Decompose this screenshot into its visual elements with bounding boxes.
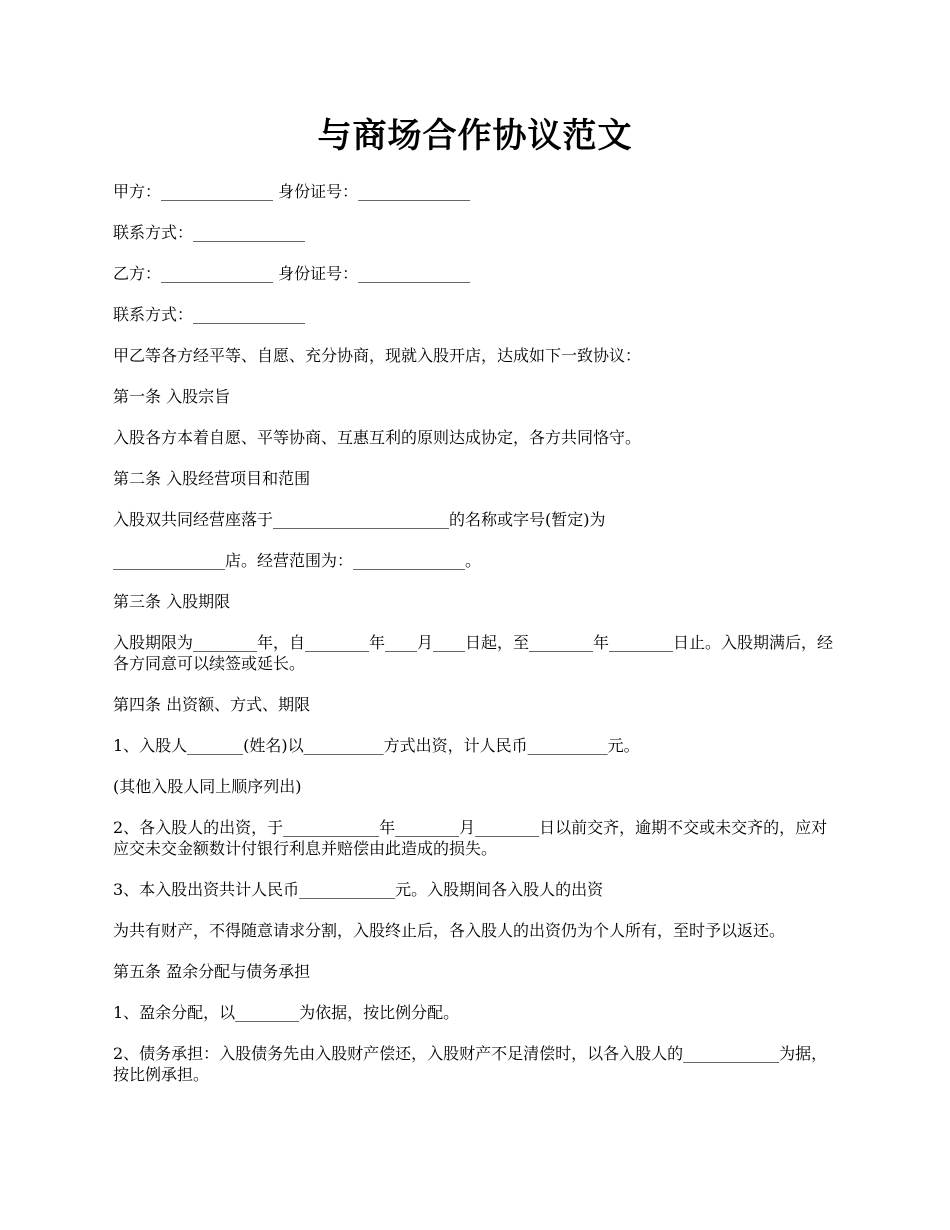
document-title: 与商场合作协议范文 (317, 116, 633, 156)
document-body (113, 181, 839, 1105)
article-4-heading: 第四条 出资额、方式、期限 (113, 695, 311, 714)
article-3-text: 入股期限为________年，自________年____月____日起，至________年________日止。入股期满后，经各方同意可以续签或延长。 (113, 633, 834, 673)
article-2-text-1: 入股双共同经营座落于______________________的名称或字号(暂定)为 (113, 510, 606, 529)
article-1-text: 入股各方本着自愿、平等协商、互惠互利的原则达成协定，各方共同恪守。 (113, 428, 642, 447)
article-5-heading: 第五条 盈余分配与债务承担 (113, 962, 311, 981)
article-4-note: (其他入股人同上顺序列出) (113, 777, 302, 796)
article-4-item-2: 2、各入股人的出资，于____________年________月________日以前交齐，逾期不交或未交齐的，应对应交未交金额数计付银行利息并赔偿由此造成的损失。 (113, 818, 828, 858)
article-5-item-2: 2、债务承担：入股债务先由入股财产偿还，入股财产不足清偿时，以各入股人的____________为据，按比例承担。 (113, 1044, 828, 1084)
party-a-line: 甲方：______________ 身份证号：______________ (113, 182, 471, 201)
party-a-contact: 联系方式：______________ (113, 223, 306, 242)
party-b-contact: 联系方式：______________ (113, 305, 306, 324)
article-5-item-1: 1、盈余分配，以________为依据，按比例分配。 (113, 1003, 460, 1022)
article-3-heading: 第三条 入股期限 (113, 592, 231, 611)
article-2-heading: 第二条 入股经营项目和范围 (113, 469, 311, 488)
article-2-text-2: ______________店。经营范围为：______________。 (113, 551, 482, 570)
article-1-heading: 第一条 入股宗旨 (113, 387, 231, 406)
preamble: 甲乙等各方经平等、自愿、充分协商，现就入股开店，达成如下一致协议： (113, 346, 642, 365)
article-4-item-3-cont: 为共有财产，不得随意请求分割，入股终止后，各入股人的出资仍为个人所有，至时予以返还。 (113, 921, 786, 940)
party-b-line: 乙方：______________ 身份证号：______________ (113, 264, 471, 283)
article-4-item-3: 3、本入股出资共计人民币____________元。入股期间各入股人的出资 (113, 880, 604, 899)
article-4-item-1: 1、入股人_______(姓名)以__________方式出资，计人民币__________元。 (113, 736, 640, 755)
